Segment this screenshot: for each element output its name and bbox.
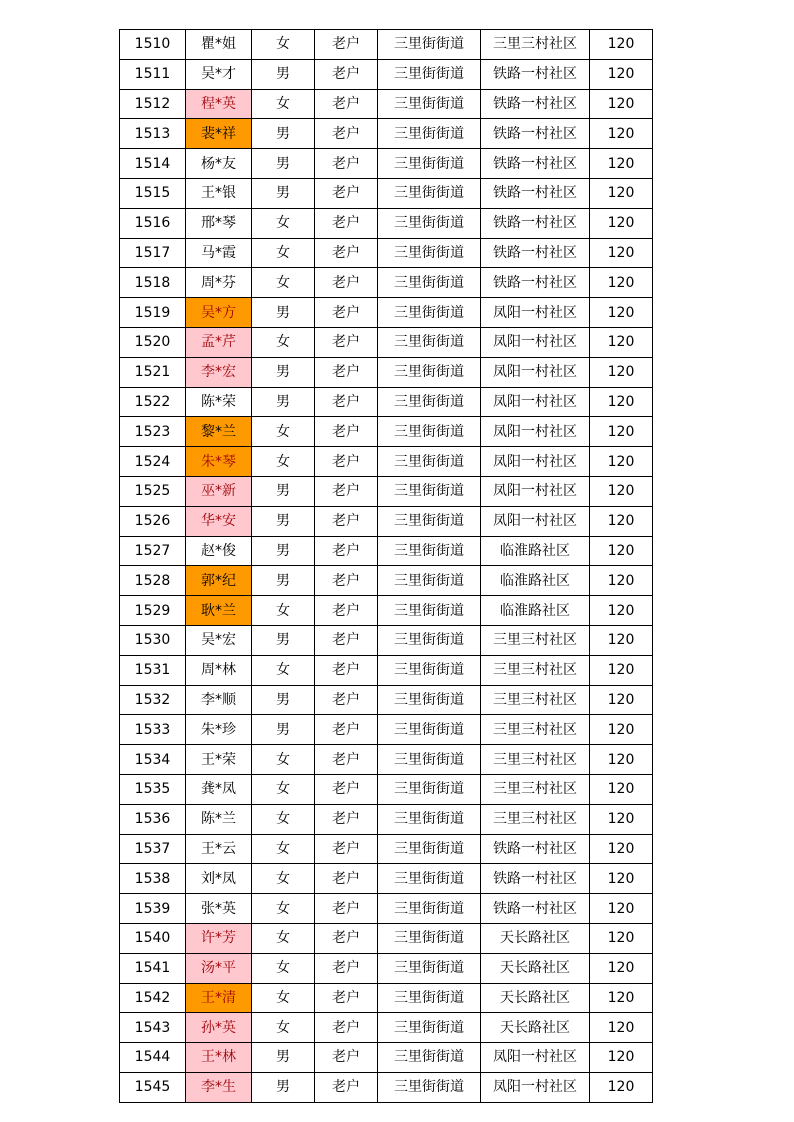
- name-cell: 耿*兰: [186, 596, 252, 626]
- name-cell: 王*银: [186, 178, 252, 208]
- sex-cell: 女: [252, 596, 315, 626]
- household-type-cell: 老户: [315, 655, 378, 685]
- amount-cell: 120: [590, 506, 653, 536]
- community-cell: 凤阳一村社区: [481, 506, 590, 536]
- table-row: [120, 596, 653, 626]
- sex-cell: 女: [252, 268, 315, 298]
- household-type-cell: 老户: [315, 774, 378, 804]
- sex-cell: 女: [252, 447, 315, 477]
- table-row: [120, 953, 653, 983]
- name-cell: 朱*珍: [186, 715, 252, 745]
- table-row: [120, 178, 653, 208]
- street-cell: 三里街街道: [378, 715, 481, 745]
- name-cell: 王*云: [186, 834, 252, 864]
- household-type-cell: 老户: [315, 894, 378, 924]
- id-cell: 1516: [120, 208, 186, 238]
- id-cell: 1533: [120, 715, 186, 745]
- name-cell: 杨*友: [186, 149, 252, 179]
- street-cell: 三里街街道: [378, 834, 481, 864]
- amount-cell: 120: [590, 715, 653, 745]
- sex-cell: 女: [252, 1013, 315, 1043]
- sex-cell: 男: [252, 1043, 315, 1073]
- household-type-cell: 老户: [315, 178, 378, 208]
- sex-cell: 女: [252, 774, 315, 804]
- table-row: [120, 894, 653, 924]
- id-cell: 1521: [120, 357, 186, 387]
- sex-cell: 男: [252, 685, 315, 715]
- sex-cell: 女: [252, 89, 315, 119]
- id-cell: 1543: [120, 1013, 186, 1043]
- sex-cell: 男: [252, 506, 315, 536]
- table-row: [120, 1043, 653, 1073]
- sex-cell: 女: [252, 894, 315, 924]
- community-cell: 凤阳一村社区: [481, 417, 590, 447]
- table-row: [120, 1013, 653, 1043]
- street-cell: 三里街街道: [378, 566, 481, 596]
- household-type-cell: 老户: [315, 625, 378, 655]
- sex-cell: 女: [252, 923, 315, 953]
- sex-cell: 女: [252, 983, 315, 1013]
- amount-cell: 120: [590, 596, 653, 626]
- id-cell: 1542: [120, 983, 186, 1013]
- id-cell: 1510: [120, 30, 186, 60]
- street-cell: 三里街街道: [378, 268, 481, 298]
- household-type-cell: 老户: [315, 685, 378, 715]
- sex-cell: 女: [252, 655, 315, 685]
- household-type-cell: 老户: [315, 268, 378, 298]
- household-type-cell: 老户: [315, 476, 378, 506]
- community-cell: 天长路社区: [481, 953, 590, 983]
- sex-cell: 男: [252, 178, 315, 208]
- community-cell: 临淮路社区: [481, 536, 590, 566]
- name-cell: 孙*英: [186, 1013, 252, 1043]
- id-cell: 1528: [120, 566, 186, 596]
- table-row: [120, 268, 653, 298]
- street-cell: 三里街街道: [378, 1043, 481, 1073]
- street-cell: 三里街街道: [378, 178, 481, 208]
- id-cell: 1527: [120, 536, 186, 566]
- amount-cell: 120: [590, 327, 653, 357]
- street-cell: 三里街街道: [378, 208, 481, 238]
- sex-cell: 男: [252, 119, 315, 149]
- sex-cell: 女: [252, 238, 315, 268]
- community-cell: 铁路一村社区: [481, 178, 590, 208]
- table-row: [120, 476, 653, 506]
- street-cell: 三里街街道: [378, 89, 481, 119]
- street-cell: 三里街街道: [378, 983, 481, 1013]
- sex-cell: 男: [252, 387, 315, 417]
- street-cell: 三里街街道: [378, 387, 481, 417]
- amount-cell: 120: [590, 476, 653, 506]
- community-cell: 三里三村社区: [481, 774, 590, 804]
- id-cell: 1525: [120, 476, 186, 506]
- street-cell: 三里街街道: [378, 864, 481, 894]
- amount-cell: 120: [590, 59, 653, 89]
- household-type-cell: 老户: [315, 89, 378, 119]
- id-cell: 1534: [120, 745, 186, 775]
- table-row: [120, 30, 653, 60]
- community-cell: 铁路一村社区: [481, 208, 590, 238]
- id-cell: 1532: [120, 685, 186, 715]
- table-row: [120, 655, 653, 685]
- street-cell: 三里街街道: [378, 30, 481, 60]
- community-cell: 临淮路社区: [481, 566, 590, 596]
- household-type-cell: 老户: [315, 30, 378, 60]
- id-cell: 1524: [120, 447, 186, 477]
- name-cell: 郭*纪: [186, 566, 252, 596]
- community-cell: 凤阳一村社区: [481, 357, 590, 387]
- street-cell: 三里街街道: [378, 655, 481, 685]
- table-row: [120, 864, 653, 894]
- id-cell: 1513: [120, 119, 186, 149]
- amount-cell: 120: [590, 30, 653, 60]
- table-row: [120, 1072, 653, 1102]
- amount-cell: 120: [590, 625, 653, 655]
- amount-cell: 120: [590, 178, 653, 208]
- sex-cell: 男: [252, 476, 315, 506]
- street-cell: 三里街街道: [378, 685, 481, 715]
- community-cell: 三里三村社区: [481, 655, 590, 685]
- table-row: [120, 506, 653, 536]
- table-row: [120, 208, 653, 238]
- table-row: [120, 119, 653, 149]
- name-cell: 吴*方: [186, 298, 252, 328]
- community-cell: 铁路一村社区: [481, 268, 590, 298]
- sex-cell: 男: [252, 625, 315, 655]
- community-cell: 铁路一村社区: [481, 149, 590, 179]
- community-cell: 凤阳一村社区: [481, 387, 590, 417]
- table-row: [120, 923, 653, 953]
- sex-cell: 女: [252, 745, 315, 775]
- amount-cell: 120: [590, 953, 653, 983]
- street-cell: 三里街街道: [378, 536, 481, 566]
- amount-cell: 120: [590, 536, 653, 566]
- amount-cell: 120: [590, 238, 653, 268]
- amount-cell: 120: [590, 1013, 653, 1043]
- id-cell: 1518: [120, 268, 186, 298]
- amount-cell: 120: [590, 685, 653, 715]
- sex-cell: 男: [252, 357, 315, 387]
- sex-cell: 女: [252, 327, 315, 357]
- amount-cell: 120: [590, 387, 653, 417]
- id-cell: 1536: [120, 804, 186, 834]
- table-row: [120, 566, 653, 596]
- name-cell: 王*林: [186, 1043, 252, 1073]
- street-cell: 三里街街道: [378, 476, 481, 506]
- id-cell: 1514: [120, 149, 186, 179]
- name-cell: 邢*琴: [186, 208, 252, 238]
- community-cell: 天长路社区: [481, 983, 590, 1013]
- table-row: [120, 89, 653, 119]
- community-cell: 铁路一村社区: [481, 238, 590, 268]
- sex-cell: 男: [252, 59, 315, 89]
- household-type-cell: 老户: [315, 506, 378, 536]
- community-cell: 铁路一村社区: [481, 864, 590, 894]
- sex-cell: 女: [252, 30, 315, 60]
- table-row: [120, 417, 653, 447]
- name-cell: 程*英: [186, 89, 252, 119]
- amount-cell: 120: [590, 357, 653, 387]
- household-type-cell: 老户: [315, 923, 378, 953]
- sex-cell: 男: [252, 1072, 315, 1102]
- street-cell: 三里街街道: [378, 417, 481, 447]
- household-type-cell: 老户: [315, 566, 378, 596]
- household-type-cell: 老户: [315, 298, 378, 328]
- name-cell: 李*宏: [186, 357, 252, 387]
- table-row: [120, 804, 653, 834]
- household-type-cell: 老户: [315, 715, 378, 745]
- sex-cell: 男: [252, 715, 315, 745]
- name-cell: 周*林: [186, 655, 252, 685]
- household-type-cell: 老户: [315, 208, 378, 238]
- amount-cell: 120: [590, 1043, 653, 1073]
- table-row: [120, 59, 653, 89]
- community-cell: 铁路一村社区: [481, 119, 590, 149]
- community-cell: 凤阳一村社区: [481, 298, 590, 328]
- table-row: [120, 625, 653, 655]
- community-cell: 铁路一村社区: [481, 89, 590, 119]
- table-row: [120, 745, 653, 775]
- sex-cell: 男: [252, 298, 315, 328]
- name-cell: 陈*荣: [186, 387, 252, 417]
- name-cell: 朱*琴: [186, 447, 252, 477]
- amount-cell: 120: [590, 1072, 653, 1102]
- street-cell: 三里街街道: [378, 298, 481, 328]
- name-cell: 黎*兰: [186, 417, 252, 447]
- street-cell: 三里街街道: [378, 119, 481, 149]
- household-type-cell: 老户: [315, 327, 378, 357]
- name-cell: 陈*兰: [186, 804, 252, 834]
- community-cell: 临淮路社区: [481, 596, 590, 626]
- table-row: [120, 447, 653, 477]
- street-cell: 三里街街道: [378, 774, 481, 804]
- name-cell: 龚*凤: [186, 774, 252, 804]
- community-cell: 三里三村社区: [481, 715, 590, 745]
- community-cell: 三里三村社区: [481, 745, 590, 775]
- table-row: [120, 774, 653, 804]
- id-cell: 1519: [120, 298, 186, 328]
- household-type-cell: 老户: [315, 387, 378, 417]
- household-type-cell: 老户: [315, 119, 378, 149]
- community-cell: 铁路一村社区: [481, 894, 590, 924]
- name-cell: 吴*宏: [186, 625, 252, 655]
- amount-cell: 120: [590, 268, 653, 298]
- household-type-cell: 老户: [315, 1072, 378, 1102]
- table-row: [120, 685, 653, 715]
- sex-cell: 男: [252, 149, 315, 179]
- community-cell: 凤阳一村社区: [481, 1043, 590, 1073]
- id-cell: 1523: [120, 417, 186, 447]
- community-cell: 凤阳一村社区: [481, 476, 590, 506]
- id-cell: 1538: [120, 864, 186, 894]
- household-type-cell: 老户: [315, 983, 378, 1013]
- street-cell: 三里街街道: [378, 1013, 481, 1043]
- name-cell: 李*生: [186, 1072, 252, 1102]
- table-row: [120, 983, 653, 1013]
- street-cell: 三里街街道: [378, 238, 481, 268]
- street-cell: 三里街街道: [378, 327, 481, 357]
- amount-cell: 120: [590, 834, 653, 864]
- id-cell: 1515: [120, 178, 186, 208]
- household-type-cell: 老户: [315, 357, 378, 387]
- table-row: [120, 387, 653, 417]
- street-cell: 三里街街道: [378, 596, 481, 626]
- name-cell: 马*霞: [186, 238, 252, 268]
- amount-cell: 120: [590, 447, 653, 477]
- amount-cell: 120: [590, 566, 653, 596]
- amount-cell: 120: [590, 923, 653, 953]
- name-cell: 巫*新: [186, 476, 252, 506]
- amount-cell: 120: [590, 774, 653, 804]
- street-cell: 三里街街道: [378, 804, 481, 834]
- sex-cell: 女: [252, 953, 315, 983]
- id-cell: 1522: [120, 387, 186, 417]
- name-cell: 孟*芹: [186, 327, 252, 357]
- id-cell: 1517: [120, 238, 186, 268]
- id-cell: 1511: [120, 59, 186, 89]
- name-cell: 瞿*姐: [186, 30, 252, 60]
- amount-cell: 120: [590, 804, 653, 834]
- table-row: [120, 149, 653, 179]
- name-cell: 裴*祥: [186, 119, 252, 149]
- name-cell: 李*顺: [186, 685, 252, 715]
- sex-cell: 女: [252, 834, 315, 864]
- household-type-cell: 老户: [315, 953, 378, 983]
- community-cell: 三里三村社区: [481, 804, 590, 834]
- id-cell: 1539: [120, 894, 186, 924]
- street-cell: 三里街街道: [378, 59, 481, 89]
- amount-cell: 120: [590, 745, 653, 775]
- household-type-cell: 老户: [315, 596, 378, 626]
- id-cell: 1526: [120, 506, 186, 536]
- name-cell: 许*芳: [186, 923, 252, 953]
- household-type-cell: 老户: [315, 834, 378, 864]
- amount-cell: 120: [590, 208, 653, 238]
- id-cell: 1530: [120, 625, 186, 655]
- community-cell: 凤阳一村社区: [481, 447, 590, 477]
- household-type-cell: 老户: [315, 1013, 378, 1043]
- household-type-cell: 老户: [315, 745, 378, 775]
- street-cell: 三里街街道: [378, 923, 481, 953]
- name-cell: 赵*俊: [186, 536, 252, 566]
- amount-cell: 120: [590, 119, 653, 149]
- table-row: [120, 834, 653, 864]
- amount-cell: 120: [590, 983, 653, 1013]
- household-type-cell: 老户: [315, 804, 378, 834]
- name-cell: 吴*才: [186, 59, 252, 89]
- community-cell: 铁路一村社区: [481, 59, 590, 89]
- id-cell: 1512: [120, 89, 186, 119]
- amount-cell: 120: [590, 655, 653, 685]
- household-type-cell: 老户: [315, 864, 378, 894]
- street-cell: 三里街街道: [378, 953, 481, 983]
- name-cell: 张*英: [186, 894, 252, 924]
- table-row: [120, 715, 653, 745]
- household-type-cell: 老户: [315, 447, 378, 477]
- household-type-cell: 老户: [315, 238, 378, 268]
- name-cell: 汤*平: [186, 953, 252, 983]
- household-type-cell: 老户: [315, 536, 378, 566]
- street-cell: 三里街街道: [378, 1072, 481, 1102]
- street-cell: 三里街街道: [378, 447, 481, 477]
- sex-cell: 女: [252, 208, 315, 238]
- amount-cell: 120: [590, 864, 653, 894]
- sex-cell: 女: [252, 864, 315, 894]
- amount-cell: 120: [590, 894, 653, 924]
- id-cell: 1535: [120, 774, 186, 804]
- name-cell: 王*清: [186, 983, 252, 1013]
- table-row: [120, 327, 653, 357]
- id-cell: 1545: [120, 1072, 186, 1102]
- table-row: [120, 536, 653, 566]
- amount-cell: 120: [590, 89, 653, 119]
- amount-cell: 120: [590, 149, 653, 179]
- household-type-cell: 老户: [315, 417, 378, 447]
- community-cell: 天长路社区: [481, 1013, 590, 1043]
- sex-cell: 女: [252, 804, 315, 834]
- roster-table: [119, 29, 653, 1103]
- id-cell: 1531: [120, 655, 186, 685]
- community-cell: 凤阳一村社区: [481, 327, 590, 357]
- name-cell: 华*安: [186, 506, 252, 536]
- community-cell: 天长路社区: [481, 923, 590, 953]
- id-cell: 1529: [120, 596, 186, 626]
- sex-cell: 女: [252, 417, 315, 447]
- street-cell: 三里街街道: [378, 357, 481, 387]
- community-cell: 三里三村社区: [481, 30, 590, 60]
- household-type-cell: 老户: [315, 59, 378, 89]
- name-cell: 王*荣: [186, 745, 252, 775]
- community-cell: 三里三村社区: [481, 625, 590, 655]
- amount-cell: 120: [590, 298, 653, 328]
- street-cell: 三里街街道: [378, 149, 481, 179]
- street-cell: 三里街街道: [378, 625, 481, 655]
- community-cell: 凤阳一村社区: [481, 1072, 590, 1102]
- id-cell: 1537: [120, 834, 186, 864]
- table-row: [120, 357, 653, 387]
- roster-table-body: [120, 30, 653, 1103]
- sex-cell: 男: [252, 566, 315, 596]
- household-type-cell: 老户: [315, 1043, 378, 1073]
- community-cell: 三里三村社区: [481, 685, 590, 715]
- street-cell: 三里街街道: [378, 745, 481, 775]
- table-row: [120, 238, 653, 268]
- sex-cell: 男: [252, 536, 315, 566]
- id-cell: 1541: [120, 953, 186, 983]
- name-cell: 刘*凤: [186, 864, 252, 894]
- id-cell: 1544: [120, 1043, 186, 1073]
- street-cell: 三里街街道: [378, 506, 481, 536]
- id-cell: 1520: [120, 327, 186, 357]
- name-cell: 周*芬: [186, 268, 252, 298]
- street-cell: 三里街街道: [378, 894, 481, 924]
- household-type-cell: 老户: [315, 149, 378, 179]
- table-row: [120, 298, 653, 328]
- amount-cell: 120: [590, 417, 653, 447]
- community-cell: 铁路一村社区: [481, 834, 590, 864]
- id-cell: 1540: [120, 923, 186, 953]
